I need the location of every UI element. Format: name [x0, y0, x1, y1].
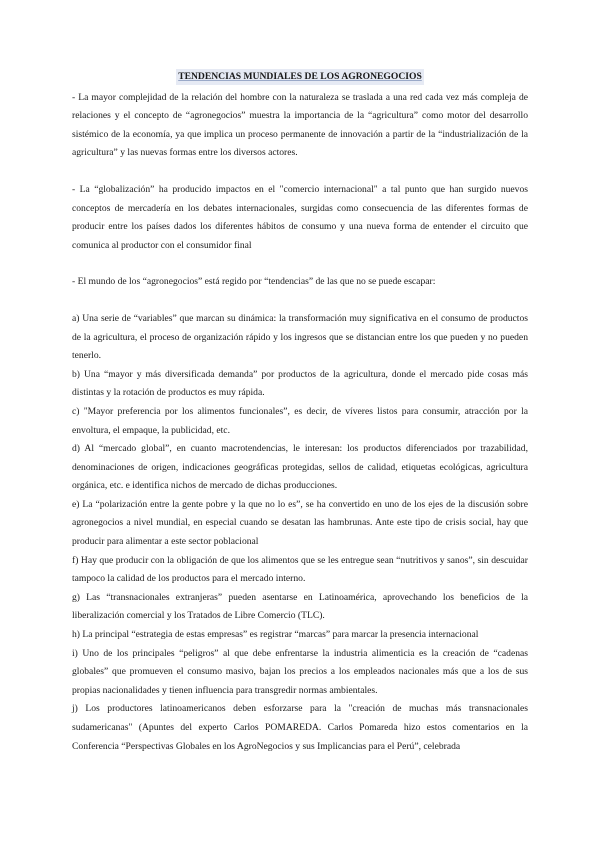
list-item-g: g) Las “transnacionales extranjeras” pueden asentarse en Latinoamérica, aprovechando los beneficios de la liberalización comercial y los Tratados de Libre Comercio (TLC).: [72, 591, 528, 622]
spacer: [72, 255, 528, 273]
list-item-d: d) Al “mercado global”, en cuanto macrotendencias, le interesan: los productos diferenciados por trazabilidad, denominaciones de origen, indicaciones geográficas protegidas, sellos de calidad, etiquetas ecológicas, agricultura orgánica, etc. e identifica nichos de mercado de dichas producciones.: [72, 443, 528, 492]
list-item-f: f) Hay que producir con la obligación de que los alimentos que se les entregue sean “nutritivos y sanos”, sin descuidar tampoco la calidad de los productos para el mercado interno.: [72, 554, 528, 585]
document-title: TENDENCIAS MUNDIALES DE LOS AGRONEGOCIOS: [176, 69, 424, 85]
paragraph-3: - El mundo de los “agronegocios” está regido por “tendencias” de las que no se puede escapar:: [72, 276, 436, 288]
list-item-h: h) La principal “estrategia de estas empresas” es registrar “marcas” para marcar la presencia internacional: [72, 629, 479, 641]
list-item-e: e) La “polarización entre la gente pobre y la que no lo es”, se ha convertido en uno de los ejes de la discusión sobre agronegocios a nivel mundial, en especial cuando se desatan las hambrunas. Ante este tipo de crisis social, hay que producir para alimentar a este sector poblacional: [72, 498, 528, 548]
title-wrap: [72, 68, 528, 87]
list-item-i: i) Uno de los principales “peligros” al que debe enfrentarse la industria alimenticia es la creación de “cadenas globales” que promueven el consumo masivo, bajan los precios a los empleados nacionales más que a los de sus propias nacionalidades y tienen influencia para transgredir normas ambientales.: [72, 647, 528, 696]
paragraph-1: - La mayor complejidad de la relación del hombre con la naturaleza se traslada a una red cada vez más compleja de relaciones y el concepto de “agronegocios” muestra la importancia de la “agricultura” como motor del desarrollo sistémico de la economía, ya que implica un proceso permanente de innovación a partir de la “industrialización de la agricultura” y las nuevas formas entre los diversos actores.: [72, 91, 528, 159]
list-item-j: j) Los productores latinoamericanos deben esforzarse para la "creación de muchas más transnacionales sudamericanas" (Apuntes del experto Carlos POMAREDA. Carlos Pomareda hizo estos comentarios en la Conferencia “Perspectivas Globales en los AgroNegocios y sus Implicancias para el Perú”, celebrada: [72, 703, 528, 752]
spacer: [72, 163, 528, 181]
spacer: [72, 292, 528, 310]
list-item-b: b) Una “mayor y más diversificada demanda” por productos de la agricultura, donde el mercado pide cosas más distintas y la rotación de productos es muy rápida.: [72, 368, 528, 399]
document-page: [72, 68, 528, 756]
list-item-a: a) Una serie de “variables” que marcan su dinámica: la transformación muy significativa en el consumo de productos de la agricultura, el proceso de organización rápido y los ingresos que se distancian entre los que pueden y no pueden tenerlo.: [72, 312, 528, 362]
paragraph-2: - La “globalización” ha producido impactos en el "comercio internacional" a tal punto que han surgido nuevos conceptos de mercadería en los debates internacionales, surgidas como consecuencia de las diferentes formas de producir entre los países dados los diferentes hábitos de consumo y una nueva forma de entender el circuito que comunica al productor con el consumidor final: [72, 183, 528, 251]
list-item-c: c) "Mayor preferencia por los alimentos funcionales”, es decir, de víveres listos para consumir, atracción por la envoltura, el empaque, la publicidad, etc.: [72, 405, 528, 436]
